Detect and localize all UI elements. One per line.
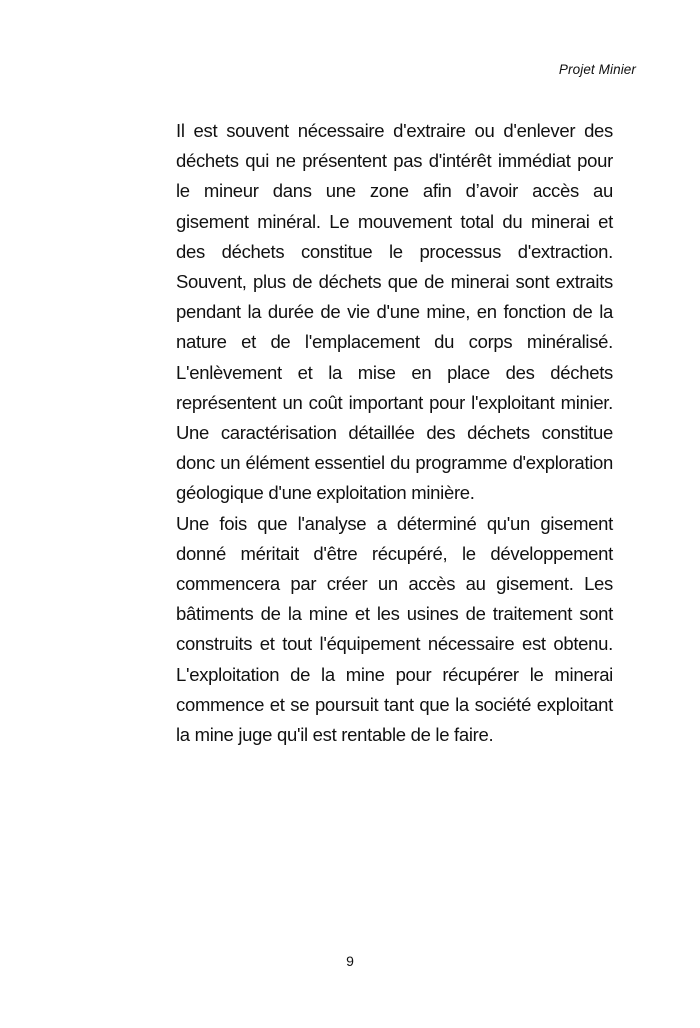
paragraph-waste-extraction: Il est souvent nécessaire d'extraire ou d'enlever des déchets qui ne présentent pas d'intérêt immédiat pour le mineur dans une zone afin d’avoir accès au gisement minéral. Le mouvement total du minerai et des déchets constitue le processus d'extraction. Souvent, plus de déchets que de minerai sont extraits pendant la durée de vie d'une mine, en fonction de la nature et de l'emplacement du corps minéralisé. L'enlèvement et la mise en place des déchets représentent un coût important pour l'exploitant minier. Une caractérisation détaillée des déchets constitue donc un élément essentiel du programme d'exploration géologique d'une exploitation minière. [176,120,613,504]
body-text [176,116,613,750]
running-header-title: Projet Minier [558,62,636,77]
paragraph-mine-development: Une fois que l'analyse a déterminé qu'un gisement donné méritait d'être récupéré, le développement commencera par créer un accès au gisement. Les bâtiments de la mine et les usines de traitement sont construits et tout l'équipement nécessaire est obtenu. L'exploitation de la mine pour récupérer le minerai commence et se poursuit tant que la société exploitant la mine juge qu'il est rentable de le faire. [176,512,613,746]
page-number: 9 [346,953,354,969]
